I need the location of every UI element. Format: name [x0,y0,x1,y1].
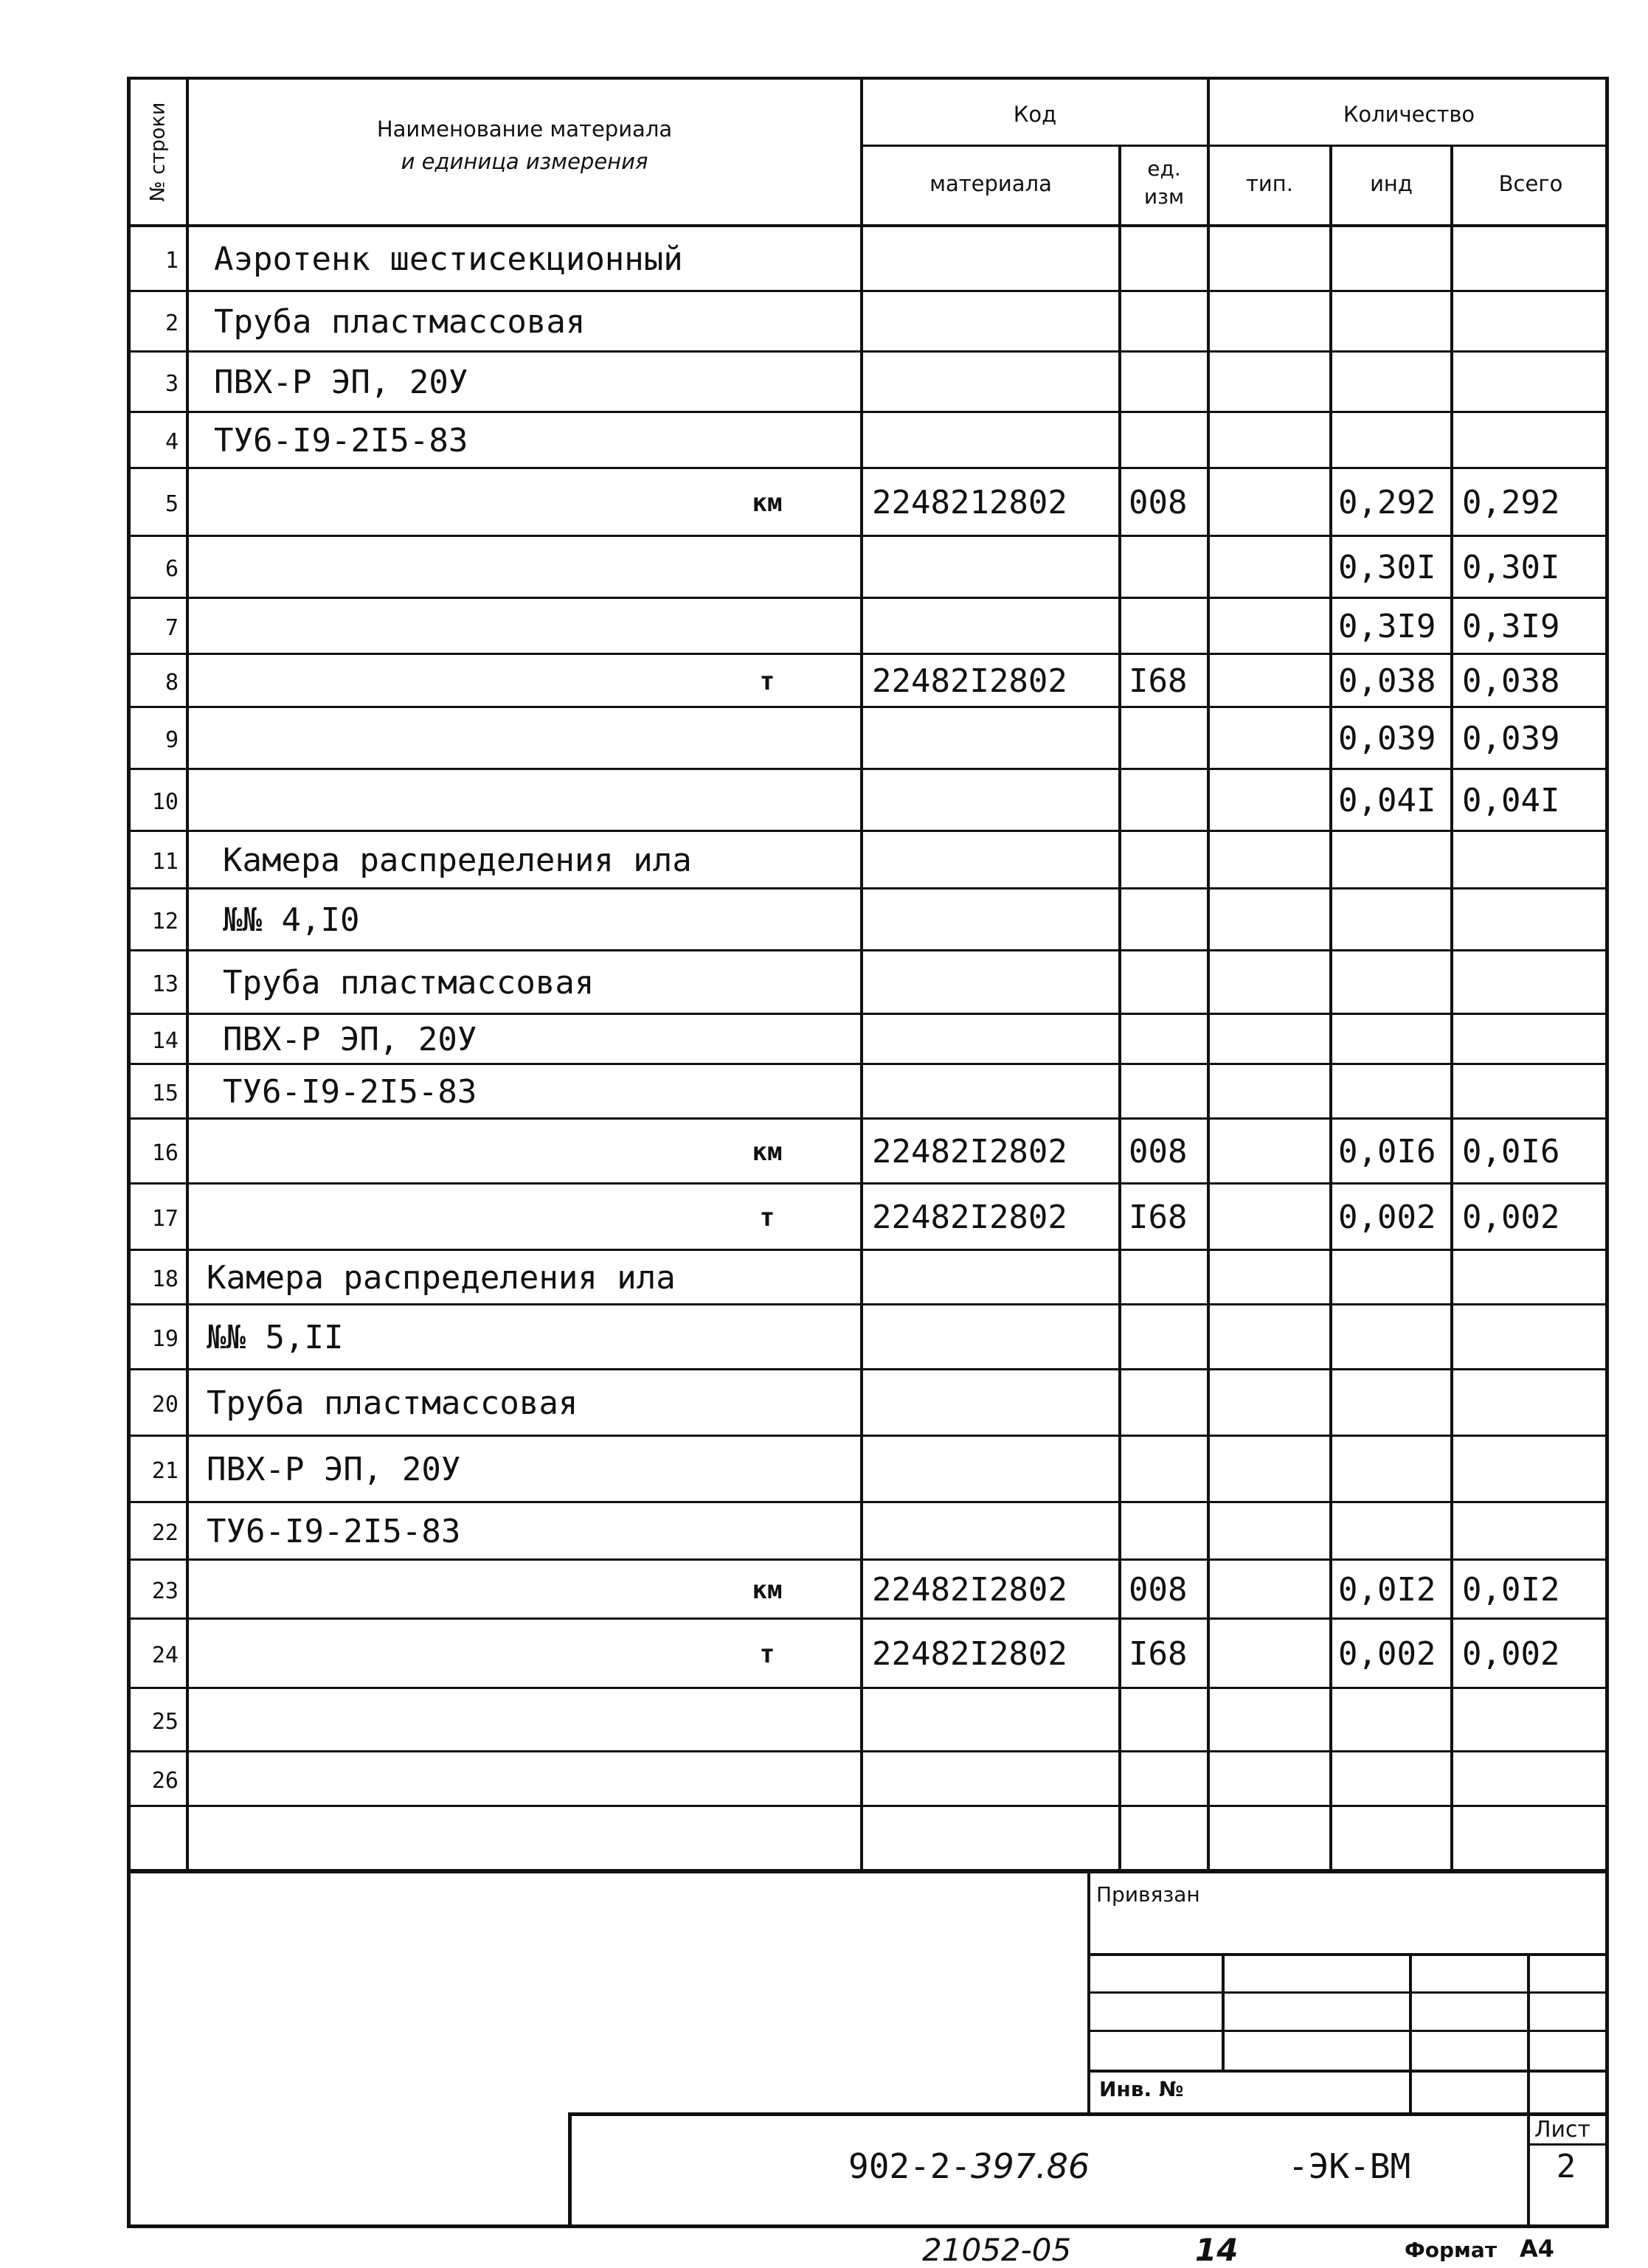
row-number: 20 [151,1392,179,1418]
table-row [0,1503,1648,1561]
table-row [0,770,1648,832]
row-number: 16 [151,1140,179,1166]
material-code: 22482I2802 [872,662,1067,700]
material-code: 2248212802 [872,484,1067,521]
stamp-col-2 [1409,1953,1412,2112]
unit-code: 008 [1129,1133,1188,1171]
frame-right [1605,1869,1609,2227]
qty-ind: 0,002 [1338,1635,1436,1673]
stamp-line-1 [1087,1953,1609,1956]
doc-code-handwritten: 397.86 [971,2146,1090,2186]
material-name: ТУ6-I9-2I5-83 [207,1513,461,1550]
frame-bottom [127,2224,1609,2228]
table-row [0,1185,1648,1251]
material-name: ПВХ-Р ЭП, 20У [223,1021,477,1058]
header-quantity: Количество [1343,102,1475,127]
header-subline [860,145,1609,147]
qty-total: 0,002 [1462,1635,1560,1673]
header-qty-total: Всего [1498,171,1563,196]
qty-total: 0,038 [1462,662,1560,700]
code-box-top [568,2112,1609,2116]
table-row [0,1305,1648,1370]
table-row [0,655,1648,708]
row-number: 1 [165,248,179,274]
footer-handwritten-sheet: 14 [1195,2232,1239,2268]
table-row [0,1620,1648,1689]
unit-code: I68 [1129,662,1188,700]
table-row [0,1120,1648,1185]
row-number: 7 [165,615,179,641]
qty-total: 0,292 [1462,484,1560,521]
material-name: ПВХ-Р ЭП, 20У [207,1451,461,1488]
row-number: 21 [151,1458,179,1484]
table-row [0,1437,1648,1503]
qty-ind: 0,038 [1338,662,1436,700]
unit-code: 008 [1129,1571,1188,1609]
row-number: 13 [151,971,179,997]
header-qty-ind: инд [1370,171,1413,196]
material-name: ТУ6-I9-2I5-83 [214,422,468,460]
header-qty-typ: тип. [1246,171,1293,196]
doc-code-printed: 902-2- [848,2146,972,2186]
row-number: 14 [151,1028,179,1054]
unit-label: т [759,1640,775,1669]
stamp-line-2 [1087,1991,1609,1994]
unit-code: I68 [1129,1199,1188,1236]
row-number: 10 [151,789,179,815]
row-number: 22 [151,1520,179,1546]
material-name: Труба пластмассовая [214,303,586,341]
material-name: №№ 4,I0 [223,901,360,939]
stamp-inv-no: Инв. № [1099,2077,1184,2101]
qty-total: 0,002 [1462,1199,1560,1236]
stamp-col-1 [1222,1953,1225,2070]
doc-suffix: -ЭК-ВМ [1288,2146,1411,2186]
material-name: Камера распределения ила [207,1259,676,1297]
stamp-line-3 [1087,2030,1609,2032]
row-number: 15 [151,1081,179,1106]
material-name: Камера распределения ила [223,842,692,879]
table-row [0,1370,1648,1437]
header-row-no: № строки [146,102,170,202]
row-number: 12 [151,909,179,934]
header-code-material: материала [929,171,1052,196]
row-number: 17 [151,1206,179,1232]
material-name: №№ 5,II [207,1319,344,1356]
header-code: Код [1013,102,1057,127]
material-name: Труба пластмассовая [207,1384,578,1422]
header-name-line1: Наименование материала [376,117,673,142]
table-row [0,413,1648,469]
row-number: 6 [165,556,179,582]
material-name: ТУ6-I9-2I5-83 [223,1073,477,1111]
unit-label: т [759,667,775,696]
row-number: 19 [151,1326,179,1352]
format-label: Формат [1405,2238,1498,2262]
material-name: Труба пластмассовая [223,964,595,1002]
stamp-privyazan: Привязан [1096,1882,1200,1907]
material-name: ПВХ-Р ЭП, 20У [214,364,468,401]
unit-code: 008 [1129,484,1188,521]
material-code: 22482I2802 [872,1571,1067,1609]
qty-total: 0,04I [1462,782,1560,819]
qty-ind: 0,0I2 [1338,1571,1436,1609]
table-bottom [127,1869,1609,1873]
stamp-left [1087,1869,1090,2112]
table-row [0,951,1648,1015]
table-row [0,708,1648,770]
table-row [0,292,1648,353]
table-row [0,469,1648,537]
material-code: 22482I2802 [872,1199,1067,1236]
qty-total: 0,3I9 [1462,608,1560,645]
material-code: 22482I2802 [872,1635,1067,1673]
row-number: 26 [151,1768,179,1794]
qty-total: 0,0I6 [1462,1133,1560,1171]
table-row [0,1065,1648,1120]
table-row [0,1689,1648,1752]
qty-ind: 0,292 [1338,484,1436,521]
table-row [0,599,1648,655]
unit-label: т [759,1203,775,1232]
row-separator [127,1805,1609,1807]
material-code: 22482I2802 [872,1133,1067,1171]
table-row [0,537,1648,599]
qty-ind: 0,002 [1338,1199,1436,1236]
table-row [0,227,1648,292]
header-code-unit: ед. изм [1143,156,1185,209]
unit-label: км [752,1137,783,1167]
row-number: 5 [165,491,179,517]
row-number: 3 [165,371,179,397]
row-number: 24 [151,1643,179,1668]
sheet-number: 2 [1556,2148,1576,2185]
row-number: 4 [165,429,179,455]
qty-total: 0,0I2 [1462,1571,1560,1609]
qty-ind: 0,30I [1338,549,1436,586]
qty-total: 0,30I [1462,549,1560,586]
unit-code: I68 [1129,1635,1188,1673]
doc-code [848,2146,1090,2186]
sheet-label: Лист [1534,2117,1591,2143]
frame-left [127,1869,131,2227]
qty-ind: 0,04I [1338,782,1436,819]
qty-ind: 0,0I6 [1338,1133,1436,1171]
unit-label: км [752,1575,783,1605]
unit-label: км [752,488,783,518]
table-border-top [127,77,1609,80]
format-value: А4 [1520,2235,1555,2263]
code-box-left [568,2112,572,2227]
sheet-divider [1527,2143,1609,2146]
stamp-line-4 [1087,2070,1609,2073]
qty-ind: 0,3I9 [1338,608,1436,645]
qty-total: 0,039 [1462,720,1560,757]
row-number: 18 [151,1266,179,1292]
row-number: 9 [165,727,179,753]
row-number: 23 [151,1578,179,1604]
footer-handwritten-no: 21052-05 [922,2232,1072,2268]
table-row [0,832,1648,889]
table-row [0,1561,1648,1620]
table-row [0,353,1648,413]
material-name: Аэротенк шестисекционный [214,240,683,278]
table-row [0,1752,1648,1807]
table-row [0,1015,1648,1065]
table-row [0,889,1648,951]
row-number: 8 [165,670,179,696]
table-row [0,1251,1648,1305]
header-name-line2: и единица измерения [401,149,648,174]
row-number: 11 [151,849,179,875]
row-number: 25 [151,1709,179,1735]
qty-ind: 0,039 [1338,720,1436,757]
row-number: 2 [165,311,179,336]
